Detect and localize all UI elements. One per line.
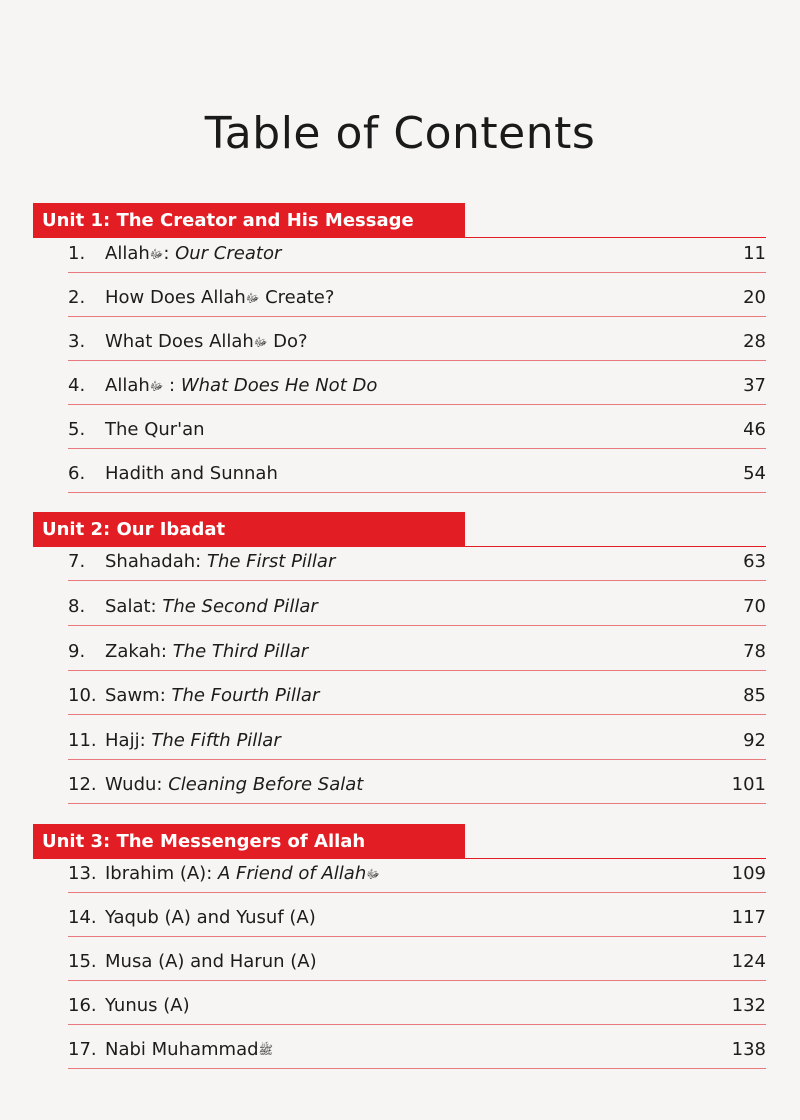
entry-title-plain: Shahadah:	[105, 551, 207, 572]
entry-underline	[68, 803, 766, 804]
unit-divider	[33, 546, 766, 547]
entry-page-number: 70	[743, 596, 766, 617]
entry-number: 17.	[68, 1039, 97, 1060]
toc-entry[interactable]	[0, 729, 800, 773]
entry-underline	[68, 1024, 766, 1025]
entry-number: 4.	[68, 375, 86, 396]
unit-heading: Unit 3: The Messengers of Allah	[33, 824, 465, 858]
entry-underline	[68, 980, 766, 981]
entry-underline	[68, 670, 766, 671]
entry-title-italic: Cleaning Before Salat	[168, 774, 364, 795]
entry-number: 9.	[68, 641, 86, 662]
entry-title	[105, 684, 319, 708]
entry-number: 6.	[68, 463, 86, 484]
entry-title-plain: Hadith and Sunnah	[105, 463, 278, 484]
entry-title-rest: Create?	[259, 287, 335, 308]
entry-title-italic: The First Pillar	[206, 551, 336, 572]
entry-title	[105, 906, 316, 930]
entry-underline	[68, 404, 766, 405]
toc-entry[interactable]	[0, 773, 800, 817]
entry-page-number: 46	[743, 419, 766, 440]
entry-title	[105, 640, 308, 664]
entry-number: 11.	[68, 730, 97, 751]
entry-page-number: 92	[743, 730, 766, 751]
entry-title	[105, 773, 363, 797]
entry-page-number: 37	[743, 375, 766, 396]
entry-number: 12.	[68, 774, 97, 795]
entry-page-number: 109	[731, 863, 766, 884]
entry-page-number: 138	[731, 1039, 766, 1060]
entry-number: 2.	[68, 287, 86, 308]
unit-divider	[33, 237, 766, 238]
entry-title-plain: Allah	[105, 375, 150, 396]
entry-title	[105, 462, 278, 486]
entry-title-plain: Salat:	[105, 596, 163, 617]
entry-page-number: 28	[743, 331, 766, 352]
unit-divider	[33, 858, 766, 859]
entry-title-plain: Zakah:	[105, 641, 173, 662]
toc-entry[interactable]	[0, 242, 800, 286]
entry-title-italic: What Does He Not Do	[180, 375, 378, 396]
toc-entry[interactable]	[0, 462, 800, 506]
toc-entry[interactable]	[0, 286, 800, 330]
entry-underline	[68, 759, 766, 760]
entry-title	[105, 729, 281, 753]
entry-title	[105, 595, 318, 619]
entry-underline	[68, 492, 766, 493]
entry-number: 1.	[68, 243, 86, 264]
entry-title-plain: What Does Allah	[105, 331, 254, 352]
entry-number: 3.	[68, 331, 86, 352]
entry-title	[105, 950, 317, 974]
toc-entry[interactable]	[0, 640, 800, 684]
entry-underline	[68, 1068, 766, 1069]
entry-page-number: 85	[743, 685, 766, 706]
honorific-glyph: ﷻ	[366, 867, 380, 881]
entry-title	[105, 862, 380, 886]
entry-page-number: 20	[743, 287, 766, 308]
entry-title-italic: The Fourth Pillar	[171, 685, 320, 706]
honorific-glyph: ﷻ	[253, 335, 268, 349]
toc-entry[interactable]	[0, 994, 800, 1038]
entry-page-number: 117	[731, 907, 766, 928]
entry-title-italic: Our Creator	[175, 243, 282, 264]
entry-page-number: 11	[743, 243, 766, 264]
entry-title-plain: Sawm:	[105, 685, 172, 706]
entry-underline	[68, 625, 766, 626]
unit-heading: Unit 2: Our Ibadat	[33, 512, 465, 546]
entry-title-plain: Nabi Muhammad	[105, 1039, 259, 1060]
entry-title	[105, 1038, 273, 1062]
entry-number: 13.	[68, 863, 97, 884]
entry-title-plain: Musa (A) and Harun (A)	[105, 951, 317, 972]
toc-entry[interactable]	[0, 330, 800, 374]
entry-title-plain: Allah	[105, 243, 150, 264]
entry-title	[105, 286, 334, 310]
entry-number: 5.	[68, 419, 86, 440]
entry-number: 7.	[68, 551, 86, 572]
toc-entry[interactable]	[0, 684, 800, 728]
entry-page-number: 101	[731, 774, 766, 795]
entry-number: 16.	[68, 995, 97, 1016]
entry-number: 8.	[68, 596, 86, 617]
entry-page-number: 132	[731, 995, 766, 1016]
entry-title-plain: How Does Allah	[105, 287, 246, 308]
entry-underline	[68, 316, 766, 317]
toc-entry[interactable]	[0, 550, 800, 594]
entry-underline	[68, 580, 766, 581]
honorific-glyph: ﷺ	[258, 1043, 274, 1057]
entry-underline	[68, 714, 766, 715]
entry-page-number: 124	[731, 951, 766, 972]
entry-title-plain: Yunus (A)	[105, 995, 190, 1016]
entry-title-plain: Yaqub (A) and Yusuf (A)	[105, 907, 316, 928]
entry-title-separator: :	[163, 375, 181, 396]
entry-page-number: 63	[743, 551, 766, 572]
toc-entry[interactable]	[0, 1038, 800, 1082]
entry-underline	[68, 360, 766, 361]
honorific-glyph: ﷻ	[149, 247, 164, 261]
entry-underline	[68, 272, 766, 273]
toc-entry[interactable]	[0, 862, 800, 906]
entry-title	[105, 242, 281, 266]
entry-title	[105, 374, 377, 398]
entry-underline	[68, 892, 766, 893]
entry-title-plain: Wudu:	[105, 774, 169, 795]
entry-page-number: 54	[743, 463, 766, 484]
toc-entry[interactable]	[0, 374, 800, 418]
page-title: Table of Contents	[204, 108, 596, 159]
entry-title	[105, 418, 205, 442]
entry-underline	[68, 448, 766, 449]
entry-title	[105, 550, 335, 574]
honorific-glyph: ﷻ	[149, 379, 164, 393]
entry-title-plain: Ibrahim (A):	[105, 863, 218, 884]
entry-title-italic: A Friend of Allah	[217, 863, 367, 884]
entry-underline	[68, 936, 766, 937]
toc-entry[interactable]	[0, 418, 800, 462]
entry-title-rest: Do?	[267, 331, 308, 352]
honorific-glyph: ﷻ	[245, 291, 260, 305]
entry-number: 14.	[68, 907, 97, 928]
entry-title-italic: The Third Pillar	[172, 641, 309, 662]
toc-entry[interactable]	[0, 906, 800, 950]
toc-entry[interactable]	[0, 950, 800, 994]
unit-heading: Unit 1: The Creator and His Message	[33, 203, 465, 237]
entry-page-number: 78	[743, 641, 766, 662]
entry-title	[105, 994, 190, 1018]
entry-title-plain: The Qur'an	[105, 419, 205, 440]
entry-title	[105, 330, 308, 354]
entry-number: 10.	[68, 685, 97, 706]
entry-title-plain: Hajj:	[105, 730, 152, 751]
entry-title-italic: The Second Pillar	[162, 596, 318, 617]
entry-title-colon: :	[163, 243, 176, 264]
entry-title-italic: The Fifth Pillar	[151, 730, 281, 751]
entry-number: 15.	[68, 951, 97, 972]
toc-entry[interactable]	[0, 595, 800, 639]
